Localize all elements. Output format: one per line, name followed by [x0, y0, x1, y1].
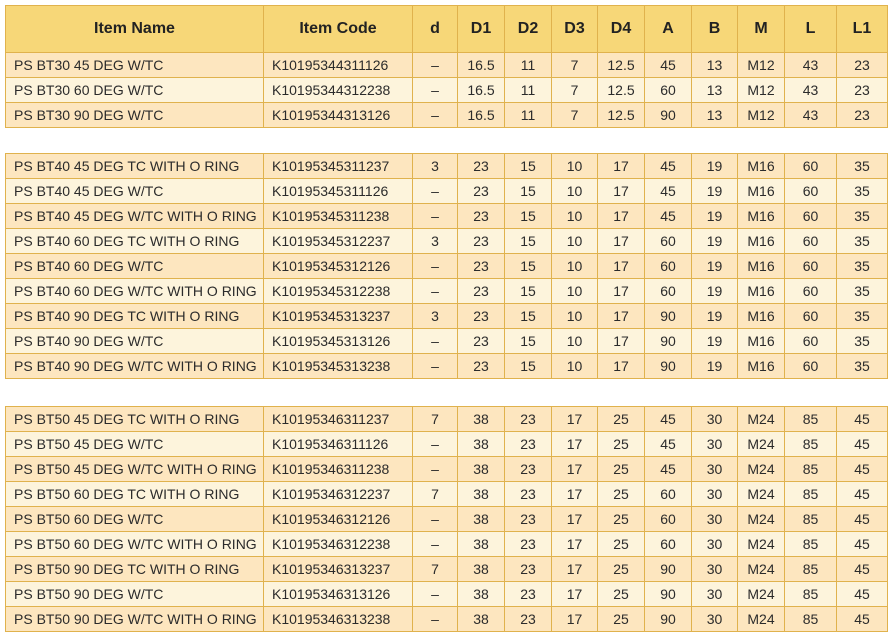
d1-cell: 38	[458, 582, 505, 607]
b-cell: 19	[692, 354, 738, 379]
d3-cell: 7	[552, 103, 598, 128]
b-cell: 30	[692, 557, 738, 582]
d4-cell: 17	[598, 204, 645, 229]
a-cell: 90	[645, 557, 692, 582]
d3-cell: 17	[552, 507, 598, 532]
m-cell: M16	[738, 279, 785, 304]
d1-cell: 23	[458, 304, 505, 329]
table-row	[6, 103, 888, 128]
d4-cell: 12.5	[598, 103, 645, 128]
item-code-cell: K10195346311238	[264, 457, 413, 482]
l-cell: 60	[785, 154, 837, 179]
d1-cell: 38	[458, 482, 505, 507]
d-cell: 3	[413, 154, 458, 179]
item-code-cell: K10195346313237	[264, 557, 413, 582]
a-cell: 60	[645, 532, 692, 557]
header-row	[6, 6, 888, 53]
a-cell: 90	[645, 607, 692, 632]
table-row	[6, 229, 888, 254]
b-cell: 30	[692, 432, 738, 457]
d-cell: –	[413, 532, 458, 557]
m-cell: M24	[738, 457, 785, 482]
l1-cell: 23	[837, 78, 888, 103]
l1-cell: 35	[837, 279, 888, 304]
d4-cell: 17	[598, 154, 645, 179]
d3-cell: 10	[552, 354, 598, 379]
m-cell: M24	[738, 532, 785, 557]
d3-cell: 17	[552, 607, 598, 632]
d-cell: –	[413, 279, 458, 304]
d1-cell: 38	[458, 432, 505, 457]
d1-cell: 23	[458, 279, 505, 304]
a-cell: 45	[645, 407, 692, 432]
bt30-group-table	[5, 52, 888, 128]
a-cell: 45	[645, 457, 692, 482]
item-code-cell: K10195345311238	[264, 204, 413, 229]
table-row	[6, 532, 888, 557]
item-code-cell: K10195346312238	[264, 532, 413, 557]
l1-cell: 35	[837, 179, 888, 204]
d3-cell: 7	[552, 78, 598, 103]
d2-cell: 15	[505, 304, 552, 329]
header-table	[5, 5, 888, 53]
d-cell: –	[413, 507, 458, 532]
d3-cell: 17	[552, 407, 598, 432]
l1-cell: 45	[837, 507, 888, 532]
m-cell: M16	[738, 254, 785, 279]
d-cell: –	[413, 78, 458, 103]
m-cell: M16	[738, 179, 785, 204]
d1-cell: 23	[458, 179, 505, 204]
table-row	[6, 204, 888, 229]
d1-cell: 38	[458, 607, 505, 632]
b-cell: 19	[692, 329, 738, 354]
table-row	[6, 154, 888, 179]
d2-cell: 23	[505, 557, 552, 582]
b-cell: 19	[692, 279, 738, 304]
d4-cell: 17	[598, 279, 645, 304]
d1-cell: 38	[458, 407, 505, 432]
l-cell: 85	[785, 457, 837, 482]
d-cell: –	[413, 582, 458, 607]
d1-cell: 23	[458, 329, 505, 354]
d-cell: –	[413, 432, 458, 457]
l-cell: 60	[785, 254, 837, 279]
b-cell: 30	[692, 532, 738, 557]
d1-cell: 23	[458, 354, 505, 379]
l1-cell: 45	[837, 607, 888, 632]
l-cell: 85	[785, 532, 837, 557]
table-row	[6, 354, 888, 379]
header-item-code: Item Code	[264, 6, 413, 53]
d1-cell: 23	[458, 204, 505, 229]
table-row	[6, 329, 888, 354]
b-cell: 13	[692, 53, 738, 78]
b-cell: 19	[692, 154, 738, 179]
l-cell: 60	[785, 204, 837, 229]
l-cell: 85	[785, 557, 837, 582]
l1-cell: 45	[837, 532, 888, 557]
header-b: B	[692, 6, 738, 53]
d4-cell: 25	[598, 532, 645, 557]
b-cell: 19	[692, 229, 738, 254]
a-cell: 45	[645, 179, 692, 204]
item-name-cell: PS BT40 45 DEG W/TC WITH O RING	[6, 204, 264, 229]
item-name-cell: PS BT40 60 DEG TC WITH O RING	[6, 229, 264, 254]
item-code-cell: K10195346311237	[264, 407, 413, 432]
l1-cell: 45	[837, 407, 888, 432]
b-cell: 13	[692, 103, 738, 128]
item-name-cell: PS BT50 90 DEG TC WITH O RING	[6, 557, 264, 582]
a-cell: 60	[645, 482, 692, 507]
item-code-cell: K10195346313126	[264, 582, 413, 607]
d-cell: –	[413, 179, 458, 204]
bt40-group-table	[5, 153, 888, 379]
item-name-cell: PS BT50 45 DEG TC WITH O RING	[6, 407, 264, 432]
l1-cell: 45	[837, 582, 888, 607]
l-cell: 85	[785, 407, 837, 432]
d3-cell: 17	[552, 557, 598, 582]
item-code-cell: K10195346312126	[264, 507, 413, 532]
d1-cell: 38	[458, 557, 505, 582]
header-d3: D3	[552, 6, 598, 53]
l1-cell: 35	[837, 254, 888, 279]
d4-cell: 25	[598, 507, 645, 532]
d-cell: –	[413, 53, 458, 78]
a-cell: 90	[645, 103, 692, 128]
a-cell: 45	[645, 432, 692, 457]
a-cell: 60	[645, 254, 692, 279]
item-code-cell: K10195345313126	[264, 329, 413, 354]
table-row	[6, 507, 888, 532]
l-cell: 60	[785, 229, 837, 254]
l1-cell: 35	[837, 154, 888, 179]
d-cell: –	[413, 329, 458, 354]
header-a: A	[645, 6, 692, 53]
l1-cell: 35	[837, 204, 888, 229]
d1-cell: 23	[458, 154, 505, 179]
header-d4: D4	[598, 6, 645, 53]
b-cell: 30	[692, 507, 738, 532]
l-cell: 60	[785, 279, 837, 304]
d3-cell: 17	[552, 432, 598, 457]
item-code-cell: K10195344311126	[264, 53, 413, 78]
d-cell: 7	[413, 557, 458, 582]
l1-cell: 23	[837, 103, 888, 128]
m-cell: M16	[738, 204, 785, 229]
b-cell: 13	[692, 78, 738, 103]
b-cell: 19	[692, 254, 738, 279]
d1-cell: 23	[458, 254, 505, 279]
table-row	[6, 557, 888, 582]
l1-cell: 35	[837, 304, 888, 329]
d4-cell: 17	[598, 329, 645, 354]
d2-cell: 23	[505, 532, 552, 557]
m-cell: M16	[738, 329, 785, 354]
d2-cell: 23	[505, 582, 552, 607]
d4-cell: 12.5	[598, 53, 645, 78]
m-cell: M24	[738, 607, 785, 632]
d4-cell: 17	[598, 229, 645, 254]
m-cell: M12	[738, 78, 785, 103]
item-name-cell: PS BT40 90 DEG W/TC	[6, 329, 264, 354]
a-cell: 45	[645, 154, 692, 179]
l-cell: 85	[785, 582, 837, 607]
m-cell: M12	[738, 53, 785, 78]
d2-cell: 23	[505, 457, 552, 482]
d2-cell: 23	[505, 482, 552, 507]
d-cell: 7	[413, 482, 458, 507]
item-code-cell: K10195346312237	[264, 482, 413, 507]
d2-cell: 23	[505, 407, 552, 432]
d4-cell: 17	[598, 179, 645, 204]
l1-cell: 45	[837, 482, 888, 507]
item-name-cell: PS BT40 60 DEG W/TC WITH O RING	[6, 279, 264, 304]
item-code-cell: K10195345313237	[264, 304, 413, 329]
d-cell: –	[413, 354, 458, 379]
header-d2: D2	[505, 6, 552, 53]
d1-cell: 16.5	[458, 53, 505, 78]
d3-cell: 10	[552, 229, 598, 254]
l-cell: 60	[785, 329, 837, 354]
item-name-cell: PS BT30 60 DEG W/TC	[6, 78, 264, 103]
d-cell: –	[413, 103, 458, 128]
m-cell: M24	[738, 507, 785, 532]
d2-cell: 15	[505, 329, 552, 354]
item-code-cell: K10195344313126	[264, 103, 413, 128]
d-cell: –	[413, 607, 458, 632]
l-cell: 60	[785, 304, 837, 329]
b-cell: 30	[692, 482, 738, 507]
d3-cell: 17	[552, 482, 598, 507]
table-row	[6, 432, 888, 457]
m-cell: M16	[738, 304, 785, 329]
d-cell: 3	[413, 304, 458, 329]
d2-cell: 15	[505, 254, 552, 279]
header-l1: L1	[837, 6, 888, 53]
d4-cell: 25	[598, 582, 645, 607]
d1-cell: 38	[458, 532, 505, 557]
d4-cell: 17	[598, 354, 645, 379]
a-cell: 60	[645, 507, 692, 532]
d1-cell: 16.5	[458, 103, 505, 128]
item-name-cell: PS BT50 45 DEG W/TC	[6, 432, 264, 457]
d-cell: –	[413, 254, 458, 279]
item-code-cell: K10195345313238	[264, 354, 413, 379]
l-cell: 43	[785, 78, 837, 103]
d3-cell: 10	[552, 254, 598, 279]
table-row	[6, 457, 888, 482]
l1-cell: 23	[837, 53, 888, 78]
d4-cell: 25	[598, 482, 645, 507]
m-cell: M24	[738, 557, 785, 582]
l-cell: 43	[785, 103, 837, 128]
l-cell: 85	[785, 432, 837, 457]
d-cell: 7	[413, 407, 458, 432]
d2-cell: 15	[505, 229, 552, 254]
d3-cell: 7	[552, 53, 598, 78]
d4-cell: 25	[598, 457, 645, 482]
item-code-cell: K10195345312237	[264, 229, 413, 254]
d3-cell: 10	[552, 329, 598, 354]
b-cell: 19	[692, 204, 738, 229]
l1-cell: 45	[837, 457, 888, 482]
a-cell: 90	[645, 329, 692, 354]
item-name-cell: PS BT30 90 DEG W/TC	[6, 103, 264, 128]
table-row	[6, 407, 888, 432]
m-cell: M12	[738, 103, 785, 128]
d3-cell: 10	[552, 279, 598, 304]
m-cell: M24	[738, 582, 785, 607]
d3-cell: 17	[552, 457, 598, 482]
a-cell: 60	[645, 229, 692, 254]
l1-cell: 45	[837, 557, 888, 582]
item-code-cell: K10195346313238	[264, 607, 413, 632]
item-name-cell: PS BT50 60 DEG W/TC WITH O RING	[6, 532, 264, 557]
d2-cell: 15	[505, 354, 552, 379]
item-name-cell: PS BT30 45 DEG W/TC	[6, 53, 264, 78]
a-cell: 60	[645, 279, 692, 304]
item-code-cell: K10195345311126	[264, 179, 413, 204]
l1-cell: 35	[837, 329, 888, 354]
item-name-cell: PS BT40 45 DEG TC WITH O RING	[6, 154, 264, 179]
d2-cell: 23	[505, 607, 552, 632]
header-l: L	[785, 6, 837, 53]
item-code-cell: K10195345312238	[264, 279, 413, 304]
a-cell: 90	[645, 354, 692, 379]
m-cell: M16	[738, 154, 785, 179]
d2-cell: 15	[505, 154, 552, 179]
table-row	[6, 482, 888, 507]
l1-cell: 35	[837, 229, 888, 254]
header-d1: D1	[458, 6, 505, 53]
d3-cell: 10	[552, 179, 598, 204]
item-name-cell: PS BT40 60 DEG W/TC	[6, 254, 264, 279]
b-cell: 30	[692, 582, 738, 607]
m-cell: M24	[738, 432, 785, 457]
d2-cell: 11	[505, 103, 552, 128]
l-cell: 43	[785, 53, 837, 78]
b-cell: 30	[692, 407, 738, 432]
d2-cell: 23	[505, 432, 552, 457]
m-cell: M24	[738, 407, 785, 432]
table-row	[6, 53, 888, 78]
item-name-cell: PS BT50 45 DEG W/TC WITH O RING	[6, 457, 264, 482]
d3-cell: 10	[552, 304, 598, 329]
item-name-cell: PS BT50 60 DEG TC WITH O RING	[6, 482, 264, 507]
b-cell: 19	[692, 304, 738, 329]
d2-cell: 23	[505, 507, 552, 532]
table-row	[6, 78, 888, 103]
d4-cell: 12.5	[598, 78, 645, 103]
b-cell: 30	[692, 607, 738, 632]
l1-cell: 35	[837, 354, 888, 379]
a-cell: 45	[645, 53, 692, 78]
d3-cell: 17	[552, 582, 598, 607]
item-name-cell: PS BT40 90 DEG TC WITH O RING	[6, 304, 264, 329]
l1-cell: 45	[837, 432, 888, 457]
a-cell: 90	[645, 582, 692, 607]
table-row	[6, 607, 888, 632]
d3-cell: 10	[552, 154, 598, 179]
l-cell: 85	[785, 482, 837, 507]
header-d: d	[413, 6, 458, 53]
item-name-cell: PS BT50 60 DEG W/TC	[6, 507, 264, 532]
table-row	[6, 582, 888, 607]
d-cell: 3	[413, 229, 458, 254]
a-cell: 90	[645, 304, 692, 329]
d4-cell: 25	[598, 407, 645, 432]
item-name-cell: PS BT40 90 DEG W/TC WITH O RING	[6, 354, 264, 379]
b-cell: 30	[692, 457, 738, 482]
d2-cell: 11	[505, 53, 552, 78]
d1-cell: 38	[458, 457, 505, 482]
d4-cell: 17	[598, 304, 645, 329]
l-cell: 60	[785, 179, 837, 204]
d4-cell: 25	[598, 557, 645, 582]
item-name-cell: PS BT40 45 DEG W/TC	[6, 179, 264, 204]
d1-cell: 16.5	[458, 78, 505, 103]
a-cell: 45	[645, 204, 692, 229]
header-item-name: Item Name	[6, 6, 264, 53]
l-cell: 60	[785, 354, 837, 379]
item-code-cell: K10195344312238	[264, 78, 413, 103]
l-cell: 85	[785, 507, 837, 532]
b-cell: 19	[692, 179, 738, 204]
d2-cell: 11	[505, 78, 552, 103]
table-row	[6, 279, 888, 304]
m-cell: M16	[738, 229, 785, 254]
d2-cell: 15	[505, 204, 552, 229]
item-name-cell: PS BT50 90 DEG W/TC	[6, 582, 264, 607]
a-cell: 60	[645, 78, 692, 103]
d4-cell: 25	[598, 432, 645, 457]
table-row	[6, 179, 888, 204]
header-m: M	[738, 6, 785, 53]
item-code-cell: K10195345311237	[264, 154, 413, 179]
d2-cell: 15	[505, 179, 552, 204]
d4-cell: 17	[598, 254, 645, 279]
table-row	[6, 304, 888, 329]
d3-cell: 17	[552, 532, 598, 557]
d-cell: –	[413, 457, 458, 482]
d-cell: –	[413, 204, 458, 229]
m-cell: M24	[738, 482, 785, 507]
m-cell: M16	[738, 354, 785, 379]
item-code-cell: K10195346311126	[264, 432, 413, 457]
bt50-group-table	[5, 406, 888, 632]
l-cell: 85	[785, 607, 837, 632]
d2-cell: 15	[505, 279, 552, 304]
d1-cell: 23	[458, 229, 505, 254]
d3-cell: 10	[552, 204, 598, 229]
item-code-cell: K10195345312126	[264, 254, 413, 279]
d4-cell: 25	[598, 607, 645, 632]
table-row	[6, 254, 888, 279]
item-name-cell: PS BT50 90 DEG W/TC WITH O RING	[6, 607, 264, 632]
d1-cell: 38	[458, 507, 505, 532]
